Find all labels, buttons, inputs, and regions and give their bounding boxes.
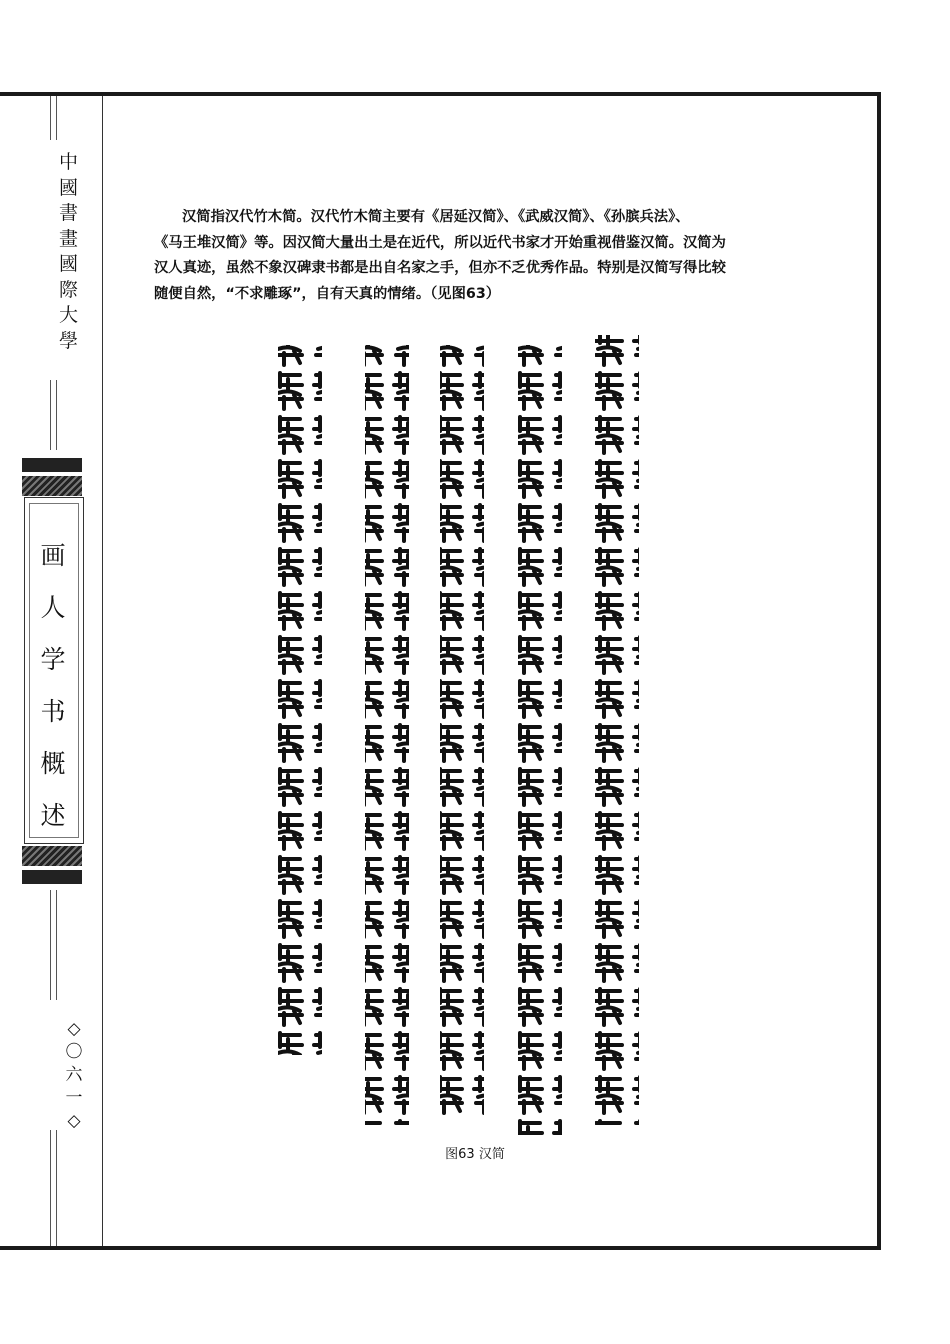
school-char: 畫 [59, 227, 79, 250]
school-char: 際 [59, 278, 79, 301]
page-num-char: 〇 [65, 1042, 83, 1062]
page-number-vertical [57, 1018, 91, 1133]
paragraph-line: 随便自然，“不求雕琢”，自有天真的情绪。（见图63） [154, 285, 501, 302]
bamboo-slips-figure [270, 325, 650, 1140]
page-num-char: ◇ [67, 1019, 81, 1039]
title-char: 学 [40, 645, 66, 674]
ornament-bottom-band [22, 846, 82, 866]
title-char: 书 [40, 697, 66, 726]
bamboo-slips-image [270, 325, 650, 1140]
title-char: 述 [40, 801, 66, 830]
page-num-char: 六 [65, 1065, 83, 1085]
school-name-vertical [59, 150, 78, 354]
figure-caption: 图63 汉简 [445, 1147, 505, 1162]
page-num-char: 一 [65, 1088, 83, 1108]
section-title-vertical [31, 530, 75, 842]
page-num-char: ◇ [67, 1111, 81, 1131]
body-paragraph [154, 205, 844, 307]
school-char: 學 [59, 329, 79, 352]
paragraph-line: 汉简指汉代竹木简。汉代竹木简主要有《居延汉简》、《武威汉简》、《孙膑兵法》、 [182, 209, 690, 225]
slip-1 [595, 335, 639, 1125]
frame-divider [102, 96, 103, 1246]
paragraph-line: 汉人真迹，虽然不象汉碑隶书都是出自名家之手，但亦不乏优秀作品。特别是汉简写得比较 [154, 260, 726, 276]
school-char: 中 [59, 151, 79, 173]
ornament-top-band [22, 476, 82, 496]
school-char: 書 [59, 202, 79, 224]
slip-3 [440, 345, 484, 1115]
ornament-top [22, 458, 82, 472]
slip-2 [518, 345, 562, 1135]
ornament-bottom [22, 870, 82, 884]
school-char: 國 [59, 176, 79, 199]
slip-5 [278, 345, 322, 1055]
school-char: 國 [59, 253, 79, 275]
title-char: 概 [40, 749, 66, 778]
slip-4 [365, 345, 409, 1125]
paragraph-line: 《马王堆汉简》等。因汉简大量出土是在近代，所以近代书家才开始重视借鉴汉简。汉简为 [154, 234, 726, 251]
title-char: 人 [40, 593, 66, 622]
title-char: 画 [40, 541, 66, 570]
school-char: 大 [59, 304, 79, 326]
